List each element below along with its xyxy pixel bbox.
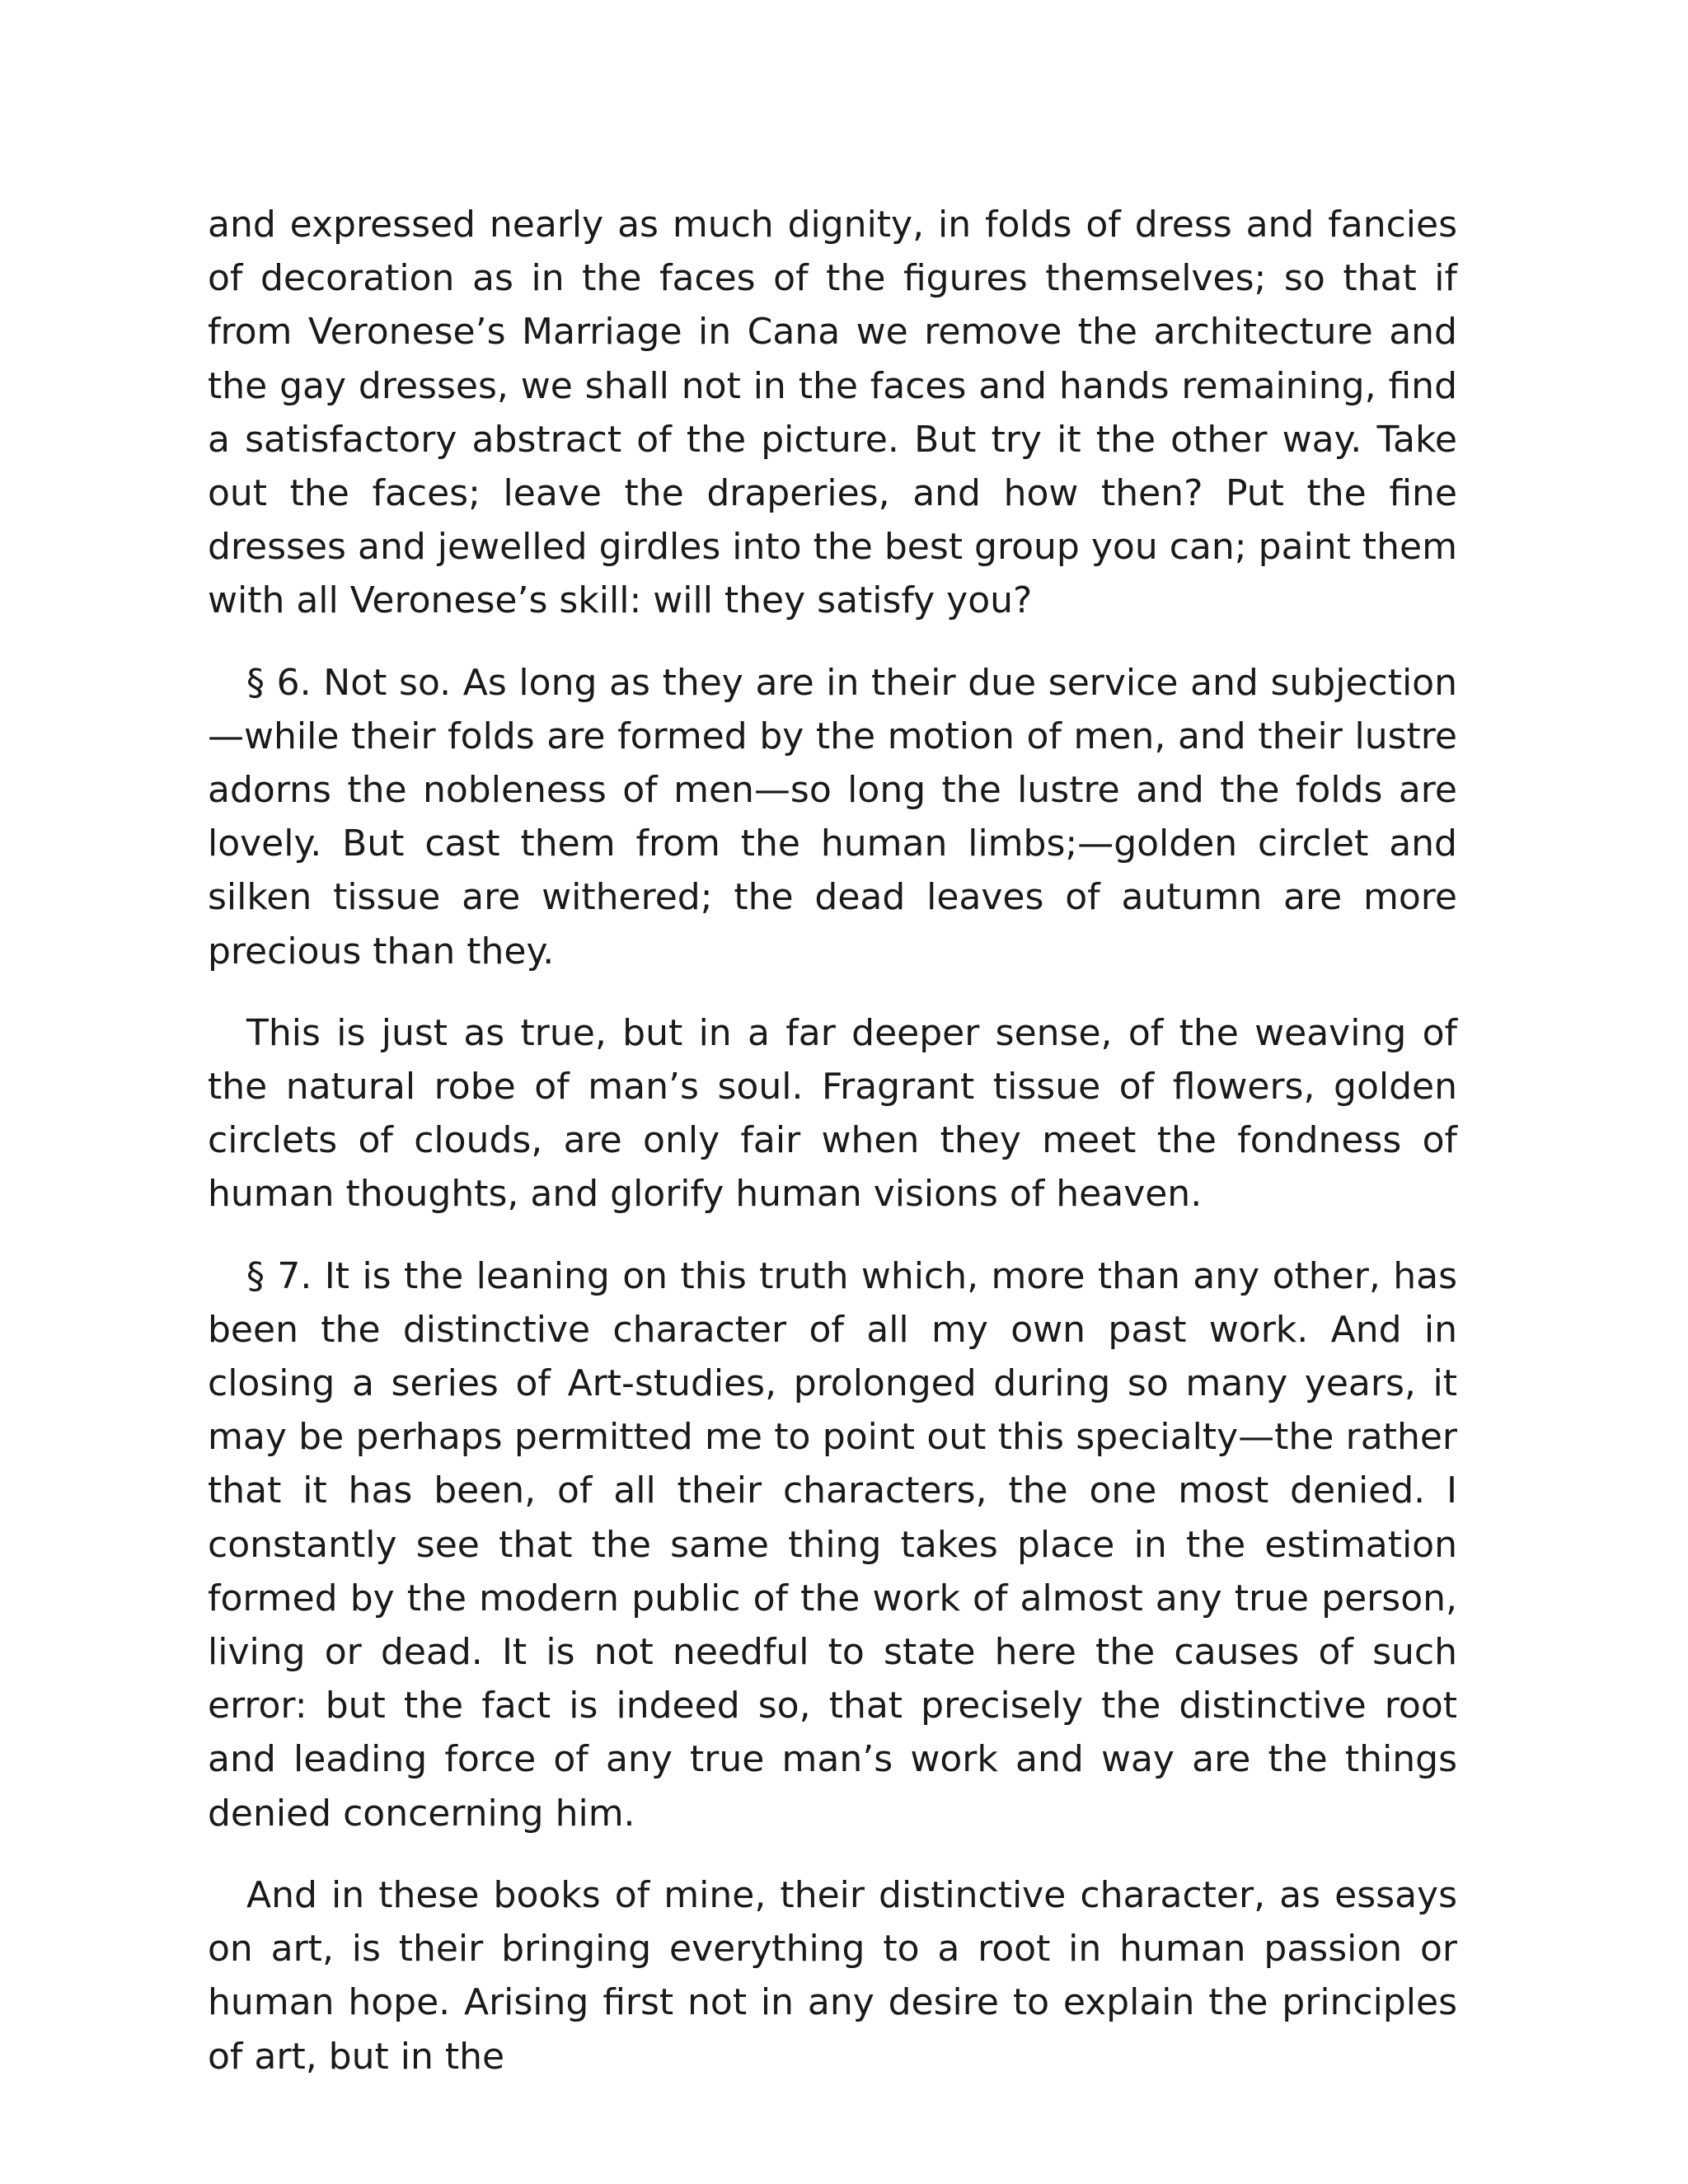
- paragraph-continuation: and expressed nearly as much dignity, in folds of dress and fancies of decoration as in the faces of the figures themselves; so that if from Veronese’s Marriage in Cana we remove the architecture and the gay dresses, we shall not in the faces and hands remaining, find a satisfactory abstract of the picture. But try it the other way. Take out the faces; leave the draperies, and how then? Put the fine dresses and jewelled girdles into the best group you can; paint them with all Veronese’s skill: will they satisfy you?: [208, 204, 1457, 622]
- paragraph-books-of-mine: And in these books of mine, their distinctive character, as essays on art, is their bringing everything to a root in human passion or human hope. Arising first not in any desire to explain the principles of art, but in the: [208, 1873, 1457, 2078]
- paragraph-natural-robe: This is just as true, but in a far deeper sense, of the weaving of the natural robe of man’s soul. Fragrant tissue of flowers, golden circlets of clouds, are only fair when they meet the fondness of human thoughts, and glorify human visions of heaven.: [208, 1011, 1457, 1216]
- paragraph-section-6: § 6. Not so. As long as they are in their due service and subjection—while their folds are formed by the motion of men, and their lustre adorns the nobleness of men—so long the lustre and the folds are lovely. But cast them from the human limbs;—golden circlet and silken tissue are withered; the dead leaves of autumn are more precious than they.: [208, 661, 1457, 972]
- paragraph-section-7: § 7. It is the leaning on this truth which, more than any other, has been the distinctive character of all my own past work. And in closing a series of Art-studies, prolonged during so many years, it may be perhaps permitted me to point out this specialty—the rather that it has been, of all their characters, the one most denied. I constantly see that the same thing takes place in the estimation formed by the modern public of the work of almost any true person, living or dead. It is not needful to state here the causes of such error: but the fact is indeed so, that precisely the distinctive root and leading force of any true man’s work and way are the things denied concerning him.: [208, 1254, 1457, 1835]
- document-page: [208, 198, 1457, 2111]
